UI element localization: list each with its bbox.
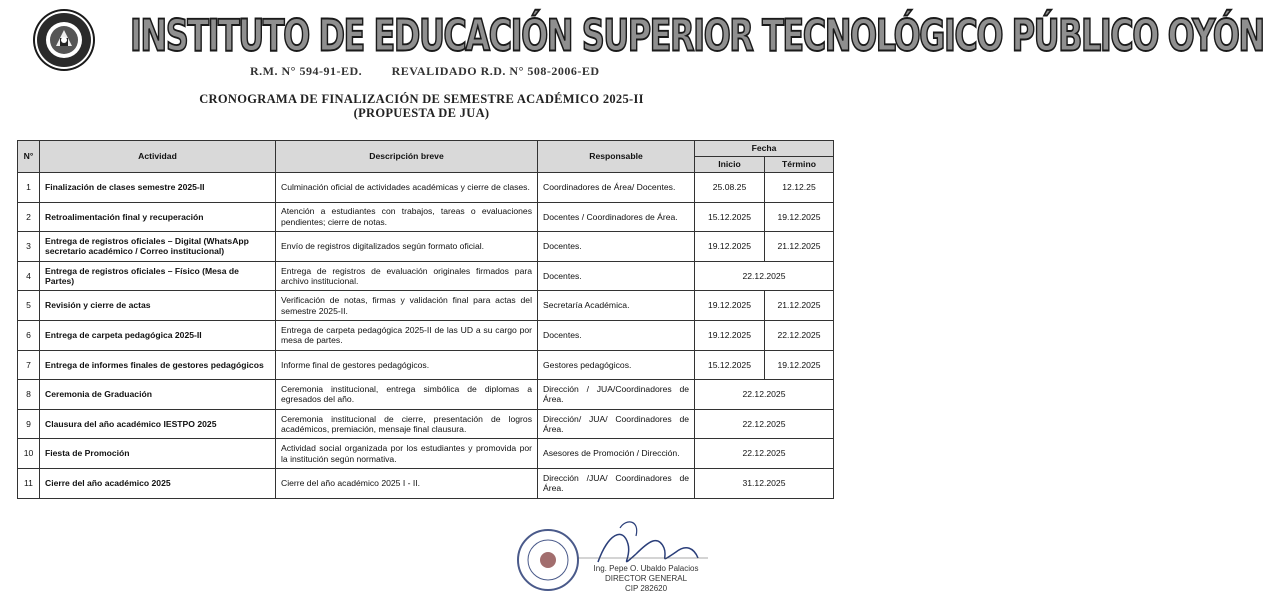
table-row bbox=[18, 320, 834, 350]
row-responsible: Docentes. bbox=[538, 320, 695, 350]
row-description: Culminación oficial de actividades académicas y cierre de clases. bbox=[276, 173, 538, 203]
row-activity: Retroalimentación final y recuperación bbox=[40, 202, 276, 232]
row-responsible: Asesores de Promoción / Dirección. bbox=[538, 439, 695, 469]
institution-logo bbox=[32, 8, 96, 72]
header-description: Descripción breve bbox=[276, 141, 538, 173]
row-start: 19.12.2025 bbox=[695, 291, 765, 321]
row-num: 11 bbox=[18, 468, 40, 498]
row-description: Cierre del año académico 2025 I - II. bbox=[276, 468, 538, 498]
table-row bbox=[18, 261, 834, 291]
row-end: 22.12.2025 bbox=[765, 320, 834, 350]
row-responsible: Gestores pedagógicos. bbox=[538, 350, 695, 380]
table-row bbox=[18, 439, 834, 469]
row-responsible: Docentes. bbox=[538, 232, 695, 262]
row-activity: Ceremonia de Graduación bbox=[40, 380, 276, 410]
row-activity: Finalización de clases semestre 2025-II bbox=[40, 173, 276, 203]
table-row bbox=[18, 232, 834, 262]
row-activity: Cierre del año académico 2025 bbox=[40, 468, 276, 498]
row-start: 15.12.2025 bbox=[695, 202, 765, 232]
row-end: 21.12.2025 bbox=[765, 232, 834, 262]
row-end: 12.12.25 bbox=[765, 173, 834, 203]
row-description: Entrega de registros de evaluación originales firmados para archivo institucional. bbox=[276, 261, 538, 291]
row-description: Ceremonia institucional de cierre, presentación de logros académicos, premiación, mensaje final clausura. bbox=[276, 409, 538, 439]
table-row bbox=[18, 350, 834, 380]
row-end: 19.12.2025 bbox=[765, 202, 834, 232]
row-description: Actividad social organizada por los estudiantes y promovida por la institución según normativa. bbox=[276, 439, 538, 469]
row-activity: Entrega de registros oficiales – Físico (Mesa de Partes) bbox=[40, 261, 276, 291]
schedule-table bbox=[17, 140, 834, 499]
row-description: Entrega de carpeta pedagógica 2025-II de las UD a su cargo por mesa de partes. bbox=[276, 320, 538, 350]
row-responsible: Dirección/ JUA/ Coordinadores de Área. bbox=[538, 409, 695, 439]
signature-role: DIRECTOR GENERAL bbox=[604, 574, 688, 583]
row-start: 25.08.25 bbox=[695, 173, 765, 203]
row-activity: Clausura del año académico IESTPO 2025 bbox=[40, 409, 276, 439]
header-date: Fecha bbox=[695, 141, 834, 157]
rm-number: R.M. N° 594-91-ED. bbox=[250, 64, 363, 78]
table-row bbox=[18, 409, 834, 439]
row-description: Verificación de notas, firmas y validación final para actas del semestre 2025-II. bbox=[276, 291, 538, 321]
table-row bbox=[18, 291, 834, 321]
row-description: Envío de registros digitalizados según formato oficial. bbox=[276, 232, 538, 262]
row-responsible: Dirección /JUA/ Coordinadores de Área. bbox=[538, 468, 695, 498]
table-row bbox=[18, 173, 834, 203]
row-description: Informe final de gestores pedagógicos. bbox=[276, 350, 538, 380]
row-date: 31.12.2025 bbox=[695, 468, 834, 498]
row-description: Atención a estudiantes con trabajos, tareas o evaluaciones pendientes; cierre de notas. bbox=[276, 202, 538, 232]
row-activity: Entrega de registros oficiales – Digital (WhatsApp secretario académico / Correo institucional) bbox=[40, 232, 276, 262]
row-description: Ceremonia institucional, entrega simbólica de diplomas a egresados del año. bbox=[276, 380, 538, 410]
row-end: 21.12.2025 bbox=[765, 291, 834, 321]
document-subtitle: (PROPUESTA DE JUA) bbox=[353, 106, 490, 120]
header-end: Término bbox=[765, 157, 834, 173]
row-activity: Entrega de carpeta pedagógica 2025-II bbox=[40, 320, 276, 350]
row-date: 22.12.2025 bbox=[695, 380, 834, 410]
header-num: N° bbox=[18, 141, 40, 173]
institution-title: INSTITUTO DE EDUCACIÓN SUPERIOR TECNOLÓGICO PÚBLICO OYÓN bbox=[130, 10, 1264, 62]
row-activity: Fiesta de Promoción bbox=[40, 439, 276, 469]
row-num: 7 bbox=[18, 350, 40, 380]
row-date: 22.12.2025 bbox=[695, 409, 834, 439]
row-num: 4 bbox=[18, 261, 40, 291]
row-responsible: Docentes / Coordinadores de Área. bbox=[538, 202, 695, 232]
signature-cip: CIP 282620 bbox=[624, 584, 668, 593]
row-num: 3 bbox=[18, 232, 40, 262]
row-activity: Revisión y cierre de actas bbox=[40, 291, 276, 321]
row-start: 19.12.2025 bbox=[695, 232, 765, 262]
row-num: 8 bbox=[18, 380, 40, 410]
row-num: 2 bbox=[18, 202, 40, 232]
row-num: 9 bbox=[18, 409, 40, 439]
table-row bbox=[18, 468, 834, 498]
document-title-block bbox=[0, 92, 843, 120]
rd-number: REVALIDADO R.D. N° 508-2006-ED bbox=[391, 64, 600, 78]
header-responsible: Responsable bbox=[538, 141, 695, 173]
row-num: 5 bbox=[18, 291, 40, 321]
header-activity: Actividad bbox=[40, 141, 276, 173]
row-start: 19.12.2025 bbox=[695, 320, 765, 350]
signature-name: Ing. Pepe O. Ubaldo Palacios bbox=[593, 564, 699, 573]
row-responsible: Secretaría Académica. bbox=[538, 291, 695, 321]
row-num: 1 bbox=[18, 173, 40, 203]
row-end: 19.12.2025 bbox=[765, 350, 834, 380]
row-responsible: Coordinadores de Área/ Docentes. bbox=[538, 173, 695, 203]
row-responsible: Dirección / JUA/Coordinadores de Área. bbox=[538, 380, 695, 410]
header-start: Inicio bbox=[695, 157, 765, 173]
table-row bbox=[18, 380, 834, 410]
row-date: 22.12.2025 bbox=[695, 261, 834, 291]
row-date: 22.12.2025 bbox=[695, 439, 834, 469]
row-num: 6 bbox=[18, 320, 40, 350]
resolution-line bbox=[250, 64, 670, 79]
row-activity: Entrega de informes finales de gestores pedagógicos bbox=[40, 350, 276, 380]
row-start: 15.12.2025 bbox=[695, 350, 765, 380]
document-title: CRONOGRAMA DE FINALIZACIÓN DE SEMESTRE ACADÉMICO 2025-II bbox=[199, 92, 644, 106]
row-responsible: Docentes. bbox=[538, 261, 695, 291]
table-row bbox=[18, 202, 834, 232]
row-num: 10 bbox=[18, 439, 40, 469]
